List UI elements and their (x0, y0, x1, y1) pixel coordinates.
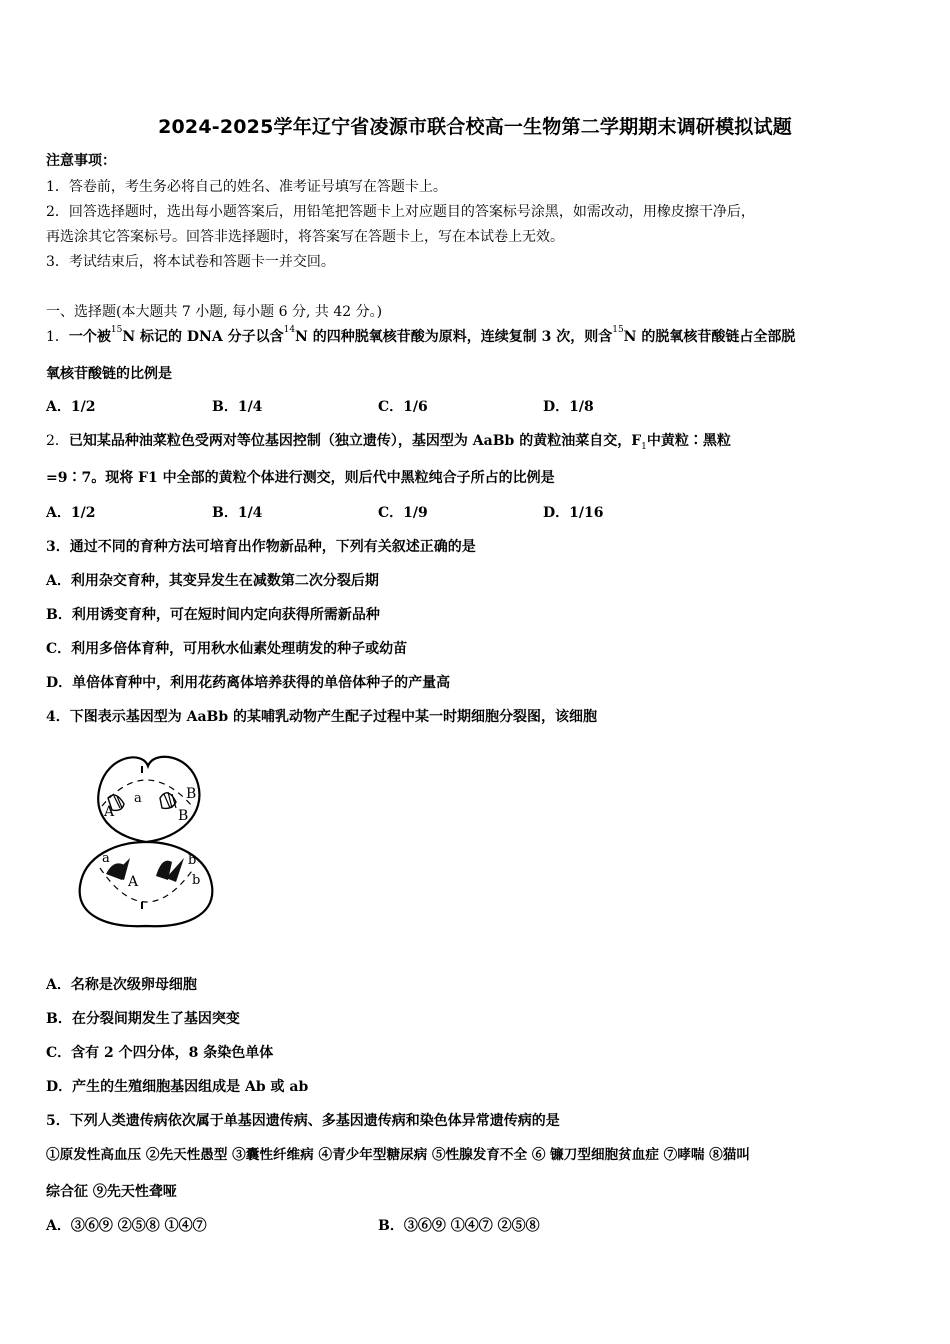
question-5-list-cont: 综合征 ⑨先天性聋哑 (46, 1184, 177, 1200)
q1-option-a[interactable]: A．1/2 (46, 399, 96, 415)
notice-item: 再选涂其它答案标号。回答非选择题时，将答案写在答题卡上，写在本试卷上无效。 (46, 229, 564, 245)
q3-option-d[interactable]: D．单倍体育种中，利用花药离体培养获得的单倍体种子的产量高 (46, 675, 451, 691)
question-2-stem (46, 432, 731, 456)
page-title: 2024-2025学年辽宁省凌源市联合校高一生物第二学期期末调研模拟试题 (158, 116, 792, 138)
question-3-stem: 3．通过不同的育种方法可培育出作物新品种，下列有关叙述正确的是 (46, 539, 476, 555)
q1-text-4: N 的脱氧核苷酸链占全部脱 (623, 329, 796, 345)
question-1-stem-cont: 氧核苷酸链的比例是 (46, 366, 172, 382)
q1-option-c[interactable]: C．1/6 (378, 399, 428, 415)
section-heading: 一、选择题(本大题共 7 小题, 每小题 6 分, 共 42 分。) (46, 304, 383, 320)
q2-sub: 1 (641, 441, 647, 452)
figure-label: B (186, 786, 197, 802)
q2-option-a[interactable]: A．1/2 (46, 505, 96, 521)
question-number: 1． (46, 329, 69, 345)
cell-division-figure (72, 746, 220, 928)
question-number: 2． (46, 433, 69, 449)
q3-option-a[interactable]: A．利用杂交育种，其变异发生在减数第二次分裂后期 (46, 573, 379, 589)
q4-option-c[interactable]: C．含有 2 个四分体，8 条染色单体 (46, 1045, 274, 1061)
q1-text-1: 一个被 (68, 329, 111, 345)
figure-label: B (178, 808, 189, 824)
q1-sup-2: 14 (283, 325, 296, 335)
q1-option-d[interactable]: D．1/8 (543, 399, 594, 415)
q2-text-1: 已知某品种油菜粒色受两对等位基因控制（独立遗传），基因型为 AaBb 的黄粒油菜自交，F (68, 433, 642, 449)
figure-label: b (192, 873, 201, 888)
q2-option-c[interactable]: C．1/9 (378, 505, 428, 521)
question-5-stem: 5．下列人类遗传病依次属于单基因遗传病、多基因遗传病和染色体异常遗传病的是 (46, 1113, 560, 1129)
q1-text-3: N 的四种脱氧核苷酸为原料，连续复制 3 次，则含 (295, 329, 613, 345)
q4-option-d[interactable]: D．产生的生殖细胞基因组成是 Ab 或 ab (46, 1079, 309, 1095)
question-4-stem: 4．下图表示基因型为 AaBb 的某哺乳动物产生配子过程中某一时期细胞分裂图，该细胞 (46, 709, 598, 725)
figure-label: A (104, 804, 115, 820)
figure-label: a (134, 791, 142, 806)
q2-option-b[interactable]: B．1/4 (212, 505, 263, 521)
figure-label: A (128, 874, 139, 890)
q4-option-b[interactable]: B．在分裂间期发生了基因突变 (46, 1011, 240, 1027)
q2-option-d[interactable]: D．1/16 (543, 505, 604, 521)
q3-option-c[interactable]: C．利用多倍体育种，可用秋水仙素处理萌发的种子或幼苗 (46, 641, 408, 657)
notice-heading: 注意事项： (46, 153, 116, 169)
q5-option-b[interactable]: B．③⑥⑨ ①④⑦ ②⑤⑧ (378, 1218, 540, 1234)
notice-item: 1．答卷前，考生务必将自己的姓名、准考证号填写在答题卡上。 (46, 179, 447, 195)
q1-text-2: N 标记的 DNA 分子以含 (122, 329, 284, 345)
question-5-list: ①原发性高血压 ②先天性愚型 ③囊性纤维病 ④青少年型糖尿病 ⑤性腺发育不全 ⑥ 镰刀型细胞贫血症 ⑦哮喘 ⑧猫叫 (46, 1147, 750, 1163)
q5-option-a[interactable]: A．③⑥⑨ ②⑤⑧ ①④⑦ (46, 1218, 207, 1234)
notice-item: 3．考试结束后，将本试卷和答题卡一并交回。 (46, 254, 335, 270)
q4-option-a[interactable]: A．名称是次级卵母细胞 (46, 977, 197, 993)
q1-option-b[interactable]: B．1/4 (212, 399, 263, 415)
q1-sup-1: 15 (110, 325, 123, 335)
q3-option-b[interactable]: B．利用诱变育种，可在短时间内定向获得所需新品种 (46, 607, 380, 623)
figure-label: b (188, 853, 197, 868)
question-2-stem-cont: =9∶7。现将 F1 中全部的黄粒个体进行测交，则后代中黑粒纯合子所占的比例是 (46, 470, 555, 486)
notice-item: 2．回答选择题时，选出每小题答案后，用铅笔把答题卡上对应题目的答案标号涂黑，如需改动，用橡皮擦干净后， (46, 204, 755, 220)
figure-label: a (102, 851, 110, 866)
question-1-stem (46, 325, 796, 346)
q1-sup-3: 15 (612, 325, 624, 335)
q2-text-2: 中黄粒∶黑粒 (646, 433, 731, 449)
